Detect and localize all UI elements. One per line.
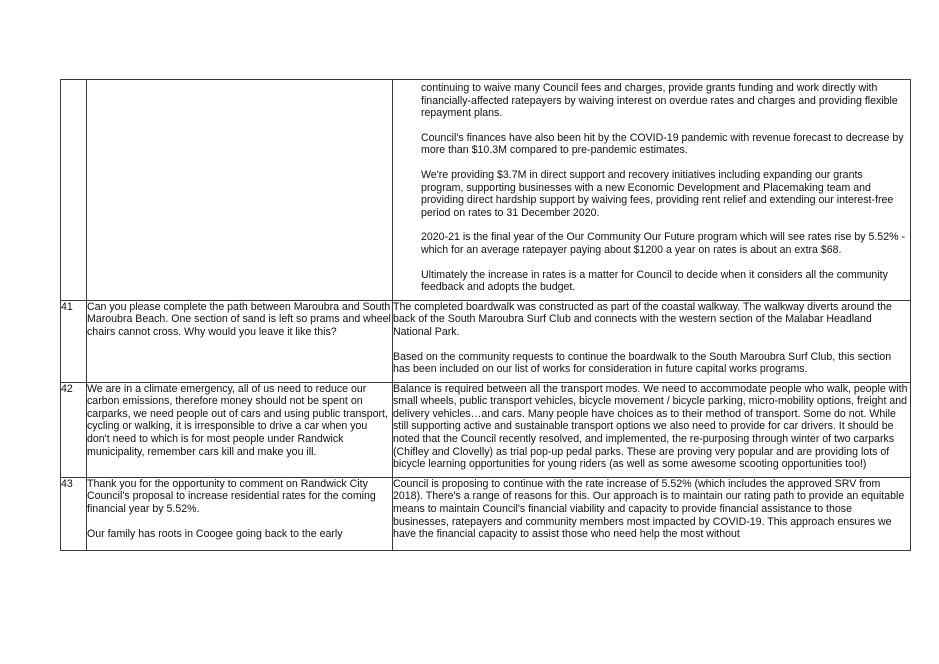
question-paragraph: Can you please complete the path between Maroubra and South Maroubra Beach. One section of sand is left so prams and wheel chairs cannot cross. Why would you leave it like this? [87, 300, 391, 338]
response-cell [393, 382, 911, 477]
question-cell [87, 80, 393, 301]
response-paragraph: We're providing $3.7M in direct support and recovery initiatives including expanding our grants program, supporting businesses with a new Economic Development and Placemaking team and providing direct hardship support by waiving fees, providing rent relief and extending our interest-free period on rates to 31 December 2020. [421, 168, 894, 219]
response-paragraph: Based on the community requests to continue the boardwalk to the South Maroubra Surf Club, this section has been included on our list of works for consideration in future capital works programs. [393, 350, 892, 376]
row-number: 41 [61, 300, 87, 382]
response-paragraph: continuing to waive many Council fees and charges, provide grants funding and work directly with financially-affected ratepayers by waiving interest on overdue rates and charges and providing flexible repayment plans. [421, 82, 898, 120]
response-cell [393, 477, 911, 550]
table-row [61, 477, 911, 550]
table-row [61, 382, 911, 477]
question-paragraph: Our family has roots in Coogee going back to the early [87, 527, 343, 540]
response-paragraph: The completed boardwalk was constructed as part of the coastal walkway. The walkway diverts around the back of the South Maroubra Surf Club and connects with the western section of the Malabar Headland National Park. [393, 300, 892, 338]
response-paragraph: Council's finances have also been hit by the COVID-19 pandemic with revenue forecast to decrease by more than $10.3M compared to pre-pandemic estimates. [421, 131, 904, 157]
consultation-response-table [60, 79, 911, 551]
row-number: 43 [61, 477, 87, 550]
question-cell [87, 382, 393, 477]
response-cell [393, 80, 911, 301]
response-cell [393, 300, 911, 382]
response-paragraph: 2020-21 is the final year of the Our Community Our Future program which will see rates rise by 5.52% - which for an average ratepayer paying about $1200 a year on rates is about an extra $68. [421, 231, 905, 256]
response-paragraph: Ultimately the increase in rates is a matter for Council to decide when it considers all the community feedback and adopts the budget. [421, 268, 888, 294]
table-row [61, 300, 911, 382]
question-cell [87, 477, 393, 550]
response-paragraph: Council is proposing to continue with the rate increase of 5.52% (which includes the approved SRV from 2018). There's a range of reasons for this. Our approach is to maintain our rating path to provide an equitable means to maintain Council's financial viability and capacity to provide financial assistance to those businesses, ratepayers and community members most impacted by COVID-19. This approach ensures we have the financial capacity to assist those who need help the most without [393, 477, 905, 541]
question-cell [87, 300, 393, 382]
response-paragraph: Balance is required between all the transport modes. We need to accommodate people who walk, people with small wheels, public transport vehicles, bicycle movement / bicycle parking, micro-mobility options, freight and delivery vehicles…and cars. Many people have choices as to their method of transport. Some do not. While still supporting active and sustainable transport options we also need to provide for car drivers. It should be noted that the Council recently resolved, and implemented, the re-purposing through winter of two carparks (Chifley and Clovelly) as trial pop-up pedal parks. These are proving very popular and are providing lots of bicycle learning opportunities for young riders (as well as some awesome scooting opportunities too!) [393, 382, 908, 471]
table-row [61, 80, 911, 301]
question-paragraph: Thank you for the opportunity to comment on Randwick City Council's proposal to increase residential rates for the coming financial year by 5.52%. [87, 477, 376, 516]
question-paragraph: We are in a climate emergency, all of us need to reduce our carbon emissions, therefore money should not be spent on carparks, we need people out of cars and using public transport, cycling or walking, it is irresponsible to drive a car when you don't need to which is for most people under Randwick municipality, remember cars kill and make you ill. [87, 382, 388, 458]
row-number: 42 [61, 382, 87, 477]
row-number [61, 80, 87, 301]
